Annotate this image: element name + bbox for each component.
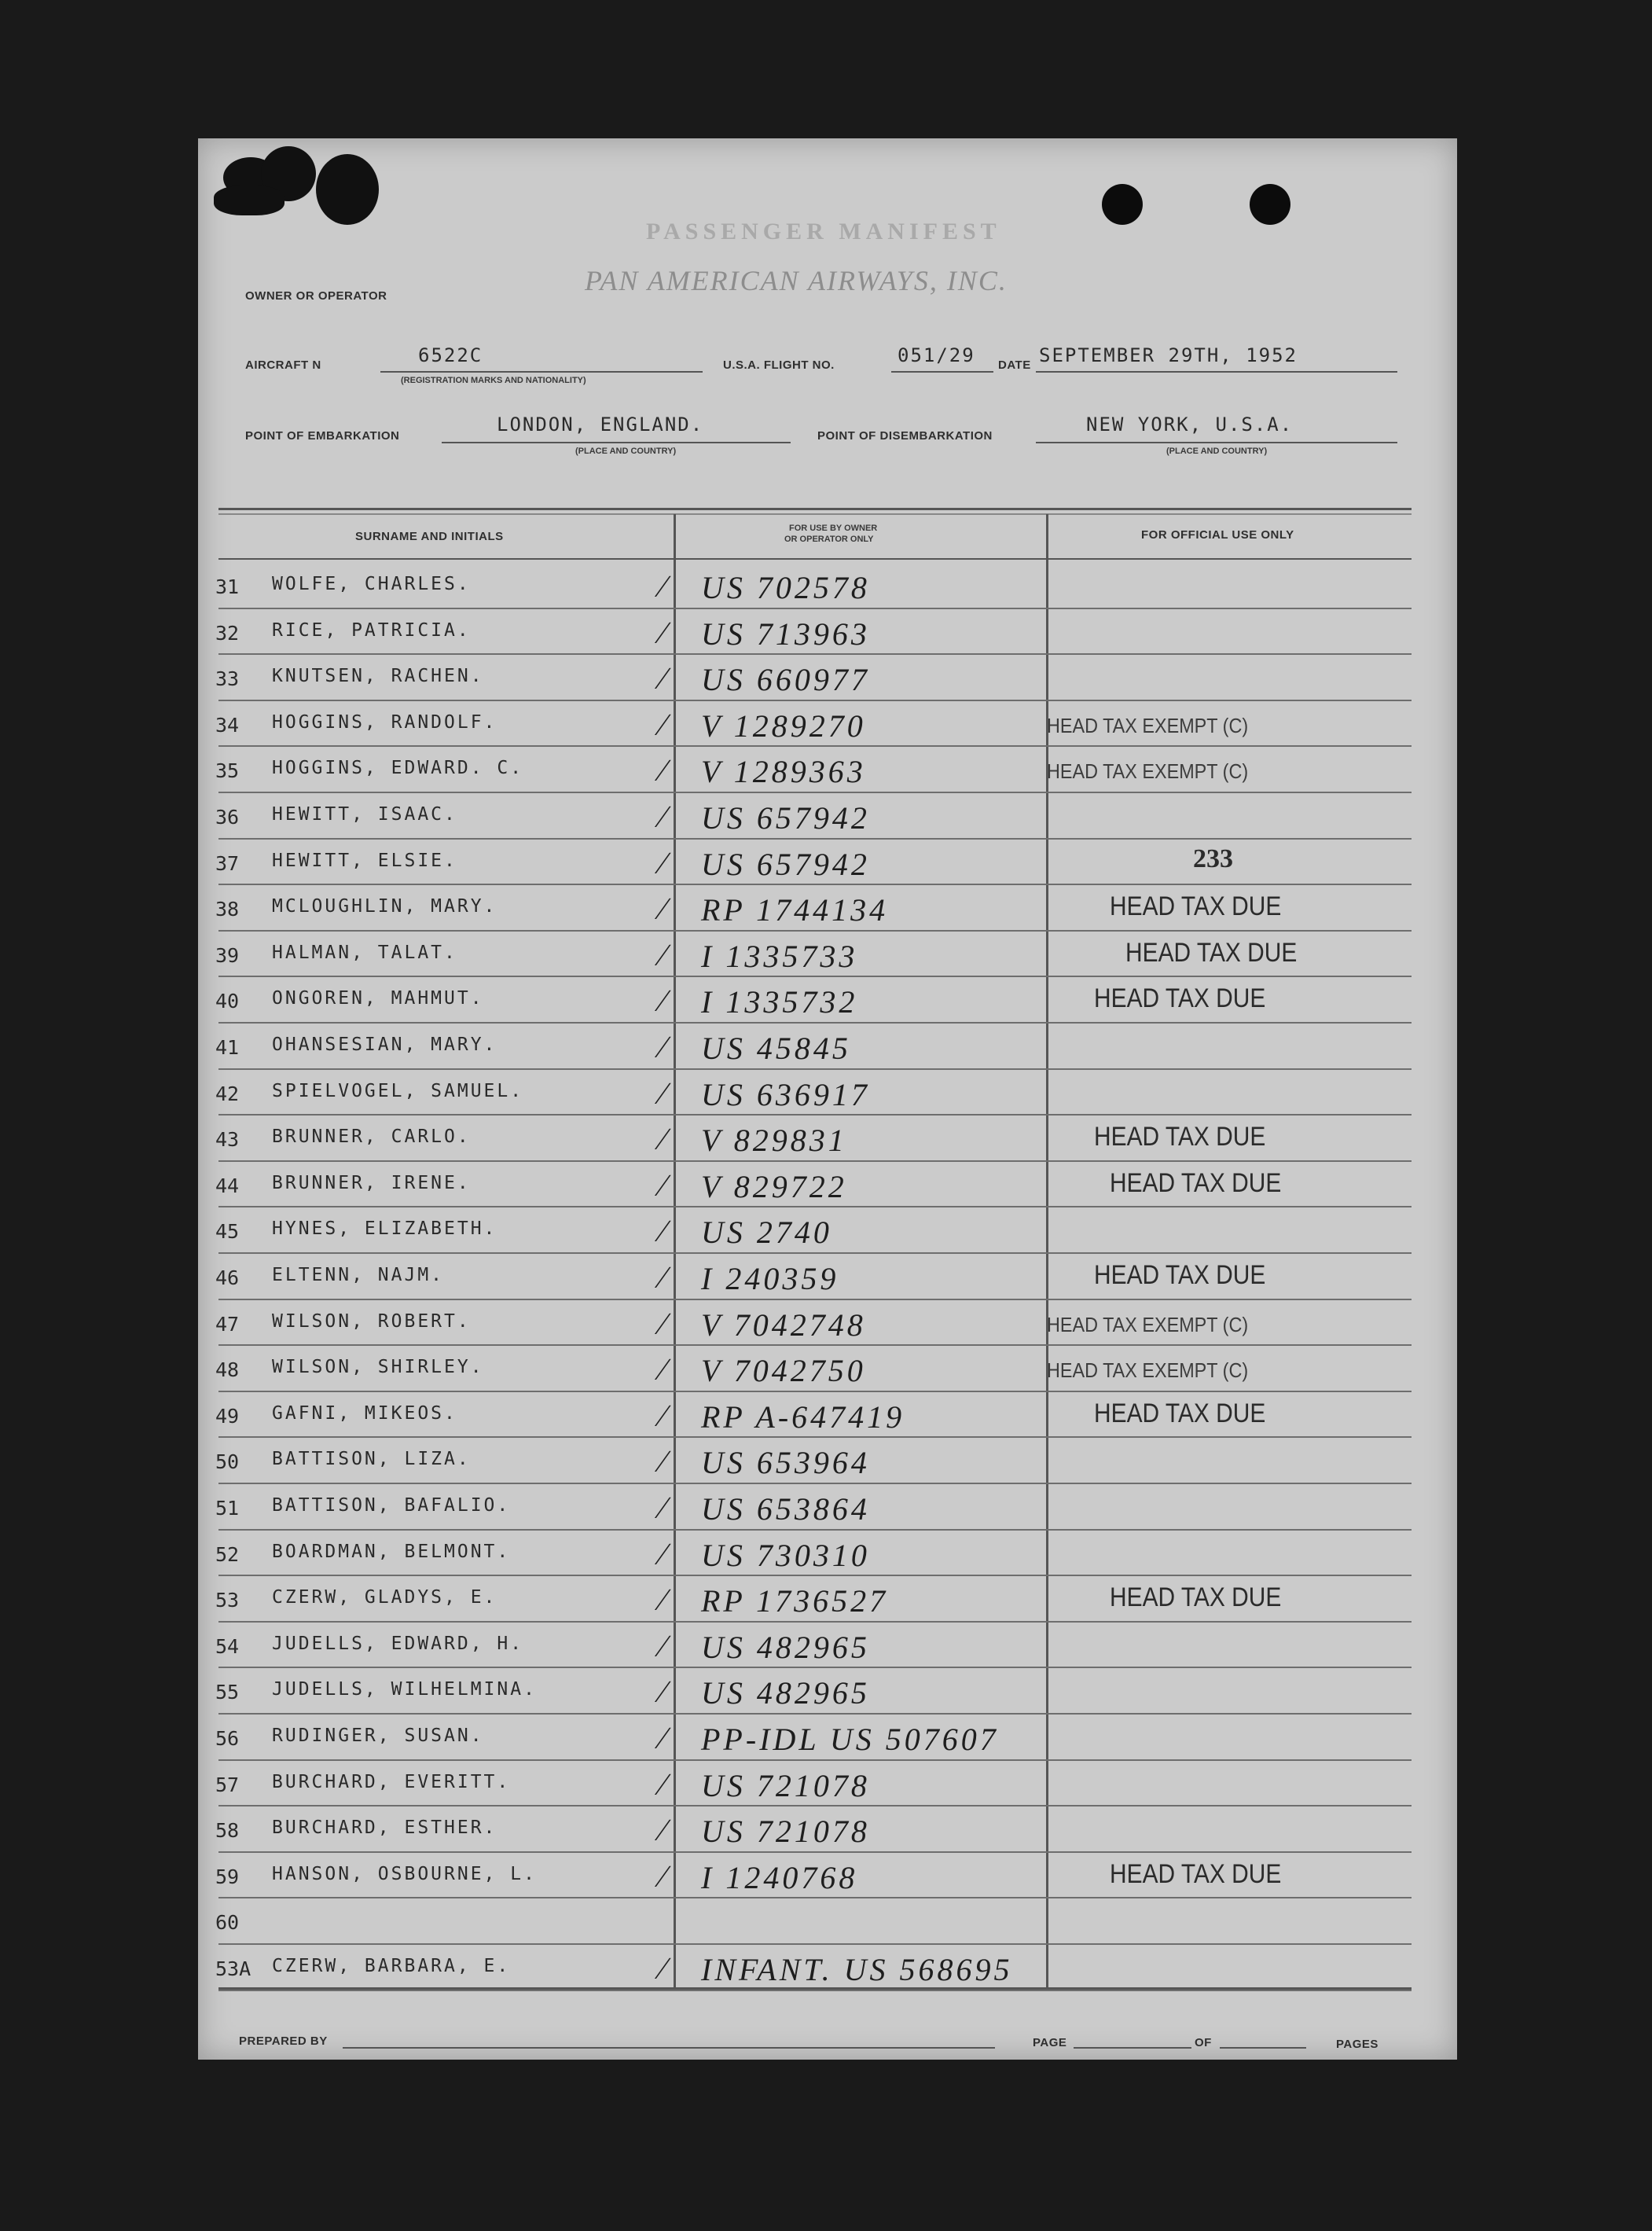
passenger-name: WILSON, SHIRLEY.	[272, 1357, 484, 1378]
checkmark-icon: ∕	[660, 1443, 666, 1479]
passport-number: V 1289363	[701, 754, 866, 790]
passport-number: US 45845	[701, 1031, 851, 1066]
head-tax-due-stamp: HEAD TAX DUE	[1110, 1858, 1282, 1889]
passenger-name: BURCHARD, ESTHER.	[272, 1818, 497, 1839]
table-top-rule	[218, 508, 1412, 510]
passenger-name: KNUTSEN, RACHEN.	[272, 666, 484, 687]
row-number: 58	[215, 1819, 240, 1843]
checkmark-icon: ∕	[660, 1075, 666, 1111]
aircraft-underline	[380, 371, 703, 373]
row-number: 34	[215, 713, 240, 737]
row-rule	[218, 838, 1412, 840]
disembark-value: NEW YORK, U.S.A.	[1086, 413, 1294, 436]
passenger-name: HOGGINS, RANDOLF.	[272, 711, 497, 733]
page-underline	[1074, 2047, 1191, 2049]
owner-label: OWNER OR OPERATOR	[245, 289, 387, 303]
row-number: 35	[215, 759, 240, 783]
passport-number: PP-IDL US 507607	[701, 1722, 999, 1757]
ink-blot	[316, 154, 379, 225]
head-tax-exempt-stamp: HEAD TAX EXEMPT (C)	[1047, 1312, 1249, 1336]
checkmark-icon: ∕	[660, 1950, 666, 1986]
head-tax-due-stamp: HEAD TAX DUE	[1125, 937, 1298, 968]
row-rule	[218, 1022, 1412, 1024]
embark-value: LONDON, ENGLAND.	[497, 413, 704, 436]
passport-number: I 1335733	[701, 938, 858, 974]
stamp-number: 233	[1193, 844, 1233, 873]
checkmark-icon: ∕	[660, 706, 666, 742]
row-number: 31	[215, 575, 240, 598]
passenger-name: BOARDMAN, BELMONT.	[272, 1541, 511, 1562]
punch-hole	[1250, 184, 1290, 225]
prepared-underline	[343, 2047, 995, 2049]
checkmark-icon: ∕	[660, 1259, 666, 1295]
of-label: OF	[1195, 2036, 1212, 2049]
passenger-name: HOGGINS, EDWARD. C.	[272, 758, 524, 779]
prepared-label: PREPARED BY	[239, 2034, 328, 2048]
disembark-underline	[1036, 442, 1397, 443]
row-rule	[218, 653, 1412, 655]
passport-number: US 482965	[701, 1675, 870, 1711]
passport-number: US 660977	[701, 662, 870, 698]
checkmark-icon: ∕	[660, 1766, 666, 1802]
checkmark-icon: ∕	[660, 1490, 666, 1525]
row-rule	[218, 1529, 1412, 1531]
row-number: 39	[215, 943, 240, 967]
passport-number: I 1240768	[701, 1859, 858, 1895]
checkmark-icon: ∕	[660, 799, 666, 834]
passenger-name: HEWITT, ELSIE.	[272, 850, 457, 871]
row-number: 32	[215, 621, 240, 645]
checkmark-icon: ∕	[660, 1627, 666, 1663]
footer-rule	[218, 1987, 1412, 1990]
checkmark-icon: ∕	[660, 1213, 666, 1249]
table-top-rule	[218, 513, 1412, 515]
checkmark-icon: ∕	[660, 891, 666, 927]
passenger-name: CZERW, BARBARA, E.	[272, 1956, 511, 1976]
row-number: 60	[215, 1911, 240, 1935]
row-rule	[218, 608, 1412, 609]
passenger-name: BURCHARD, EVERITT.	[272, 1771, 511, 1792]
form-title: PASSENGER MANIFEST	[646, 219, 1001, 244]
manifest-sheet	[198, 138, 1457, 2060]
head-tax-exempt-stamp: HEAD TAX EXEMPT (C)	[1047, 1358, 1249, 1383]
passenger-name: MCLOUGHLIN, MARY.	[272, 896, 497, 917]
page-label: PAGE	[1033, 2036, 1067, 2049]
passport-number: US 721078	[701, 1767, 870, 1803]
date-underline	[1036, 371, 1397, 373]
row-rule	[218, 1206, 1412, 1207]
row-number: 46	[215, 1266, 240, 1289]
row-rule	[218, 1252, 1412, 1254]
passenger-name: RUDINGER, SUSAN.	[272, 1726, 484, 1746]
col-header-owner-1: FOR USE BY OWNER	[789, 524, 878, 533]
passenger-name: CZERW, GLADYS, E.	[272, 1587, 497, 1608]
row-number: 52	[215, 1542, 240, 1566]
row-rule	[218, 1621, 1412, 1623]
row-number: 53A	[215, 1957, 251, 1980]
company-name: PAN AMERICAN AIRWAYS, INC.	[585, 265, 1008, 296]
passenger-name: BRUNNER, IRENE.	[272, 1172, 471, 1193]
passenger-name: ELTENN, NAJM.	[272, 1265, 445, 1285]
head-tax-due-stamp: HEAD TAX DUE	[1110, 891, 1282, 922]
checkmark-icon: ∕	[660, 660, 666, 696]
checkmark-icon: ∕	[660, 1812, 666, 1848]
checkmark-icon: ∕	[660, 1535, 666, 1571]
passenger-name: HYNES, ELIZABETH.	[272, 1218, 497, 1240]
embark-sublabel: (PLACE AND COUNTRY)	[575, 447, 677, 456]
checkmark-icon: ∕	[660, 1674, 666, 1710]
row-rule	[218, 1436, 1412, 1438]
passenger-name: BATTISON, BAFALIO.	[272, 1495, 511, 1516]
passport-number: RP A-647419	[701, 1399, 905, 1435]
col-header-official: FOR OFFICIAL USE ONLY	[1141, 528, 1294, 542]
flight-underline	[891, 371, 993, 373]
passport-number: US 636917	[701, 1076, 870, 1112]
row-number: 45	[215, 1220, 240, 1244]
checkmark-icon: ∕	[660, 1720, 666, 1755]
passenger-name: JUDELLS, WILHELMINA.	[272, 1679, 537, 1700]
checkmark-icon: ∕	[660, 844, 666, 880]
passport-number: US 721078	[701, 1814, 870, 1850]
row-rule	[218, 1897, 1412, 1898]
passenger-name: BATTISON, LIZA.	[272, 1449, 471, 1470]
disembark-sublabel: (PLACE AND COUNTRY)	[1166, 447, 1268, 456]
date-value: SEPTEMBER 29TH, 1952	[1039, 344, 1298, 366]
passenger-name: JUDELLS, EDWARD, H.	[272, 1633, 524, 1654]
passport-number: US 713963	[701, 616, 870, 652]
passport-number: V 1289270	[701, 708, 866, 744]
punch-hole	[1102, 184, 1143, 225]
passport-number: V 7042750	[701, 1353, 866, 1389]
row-number: 37	[215, 851, 240, 875]
passport-number: US 653864	[701, 1491, 870, 1527]
row-number: 53	[215, 1589, 240, 1612]
column-divider	[674, 514, 676, 1987]
checkmark-icon: ∕	[660, 1029, 666, 1064]
aircraft-value: 6522C	[418, 344, 483, 366]
row-rule	[218, 1299, 1412, 1300]
passport-number: US 657942	[701, 800, 870, 836]
flight-label: U.S.A. FLIGHT NO.	[723, 358, 835, 372]
row-rule	[218, 1713, 1412, 1715]
checkmark-icon: ∕	[660, 1305, 666, 1341]
row-number: 47	[215, 1312, 240, 1336]
passenger-name: HEWITT, ISAAC.	[272, 804, 457, 825]
flight-value: 051/29	[898, 344, 975, 366]
head-tax-due-stamp: HEAD TAX DUE	[1110, 1582, 1282, 1613]
checkmark-icon: ∕	[660, 1397, 666, 1433]
aircraft-sublabel: (REGISTRATION MARKS AND NATIONALITY)	[401, 376, 586, 385]
row-rule	[218, 792, 1412, 793]
row-number: 33	[215, 667, 240, 691]
row-number: 38	[215, 898, 240, 921]
row-rule	[218, 1160, 1412, 1162]
passenger-name: ONGOREN, MAHMUT.	[272, 988, 484, 1009]
head-tax-due-stamp: HEAD TAX DUE	[1094, 1260, 1266, 1290]
passport-number: V 7042748	[701, 1307, 866, 1343]
passenger-name: GAFNI, MIKEOS.	[272, 1402, 457, 1424]
pages-label: PAGES	[1336, 2038, 1379, 2051]
passport-number: US 653964	[701, 1445, 870, 1481]
passport-number: I 1335732	[701, 984, 858, 1020]
row-rule	[218, 884, 1412, 885]
row-rule	[218, 700, 1412, 701]
row-rule	[218, 1483, 1412, 1484]
checkmark-icon: ∕	[660, 1167, 666, 1203]
checkmark-icon: ∕	[660, 983, 666, 1019]
checkmark-icon: ∕	[660, 1351, 666, 1387]
row-number: 40	[215, 990, 240, 1013]
row-rule	[218, 1344, 1412, 1346]
row-number: 36	[215, 806, 240, 829]
row-number: 49	[215, 1404, 240, 1428]
row-rule	[218, 745, 1412, 747]
passenger-name: WILSON, ROBERT.	[272, 1310, 471, 1332]
row-number: 44	[215, 1174, 240, 1197]
head-tax-exempt-stamp: HEAD TAX EXEMPT (C)	[1047, 759, 1249, 784]
row-rule	[218, 1759, 1412, 1761]
checkmark-icon: ∕	[660, 752, 666, 788]
checkmark-icon: ∕	[660, 1121, 666, 1157]
passenger-name: WOLFE, CHARLES.	[272, 574, 471, 594]
of-underline	[1220, 2047, 1306, 2049]
row-rule	[218, 1667, 1412, 1668]
row-rule	[218, 930, 1412, 932]
passenger-name: HALMAN, TALAT.	[272, 942, 457, 963]
row-number: 55	[215, 1681, 240, 1704]
passport-number: US 657942	[701, 846, 870, 882]
row-rule	[218, 1805, 1412, 1806]
row-rule	[218, 1575, 1412, 1576]
passenger-name: HANSON, OSBOURNE, L.	[272, 1863, 537, 1884]
head-tax-due-stamp: HEAD TAX DUE	[1094, 1398, 1266, 1428]
row-number: 54	[215, 1634, 240, 1658]
row-rule	[218, 1851, 1412, 1853]
passport-number: V 829722	[701, 1168, 847, 1204]
row-number: 43	[215, 1128, 240, 1152]
passport-number: US 482965	[701, 1629, 870, 1665]
row-number: 56	[215, 1727, 240, 1750]
row-number: 41	[215, 1036, 240, 1059]
head-tax-due-stamp: HEAD TAX DUE	[1094, 983, 1266, 1014]
checkmark-icon: ∕	[660, 936, 666, 972]
disembark-label: POINT OF DISEMBARKATION	[817, 429, 993, 443]
row-number: 57	[215, 1773, 240, 1796]
passport-number: I 240359	[701, 1261, 839, 1296]
head-tax-due-stamp: HEAD TAX DUE	[1110, 1167, 1282, 1198]
col-header-owner-2: OR OPERATOR ONLY	[784, 535, 874, 544]
passport-number: V 829831	[701, 1123, 847, 1159]
row-number: 42	[215, 1082, 240, 1105]
row-rule	[218, 1114, 1412, 1116]
passport-number: INFANT. US 568695	[701, 1952, 1013, 1987]
date-label: DATE	[998, 358, 1031, 372]
passenger-name: SPIELVOGEL, SAMUEL.	[272, 1080, 524, 1101]
row-number: 59	[215, 1865, 240, 1888]
passenger-name: OHANSESIAN, MARY.	[272, 1035, 497, 1055]
row-rule	[218, 1391, 1412, 1392]
passport-number: US 2740	[701, 1215, 832, 1251]
head-tax-exempt-stamp: HEAD TAX EXEMPT (C)	[1047, 713, 1249, 737]
header-rule	[218, 558, 1412, 560]
row-rule	[218, 1943, 1412, 1945]
row-number: 51	[215, 1497, 240, 1520]
passenger-name: RICE, PATRICIA.	[272, 619, 471, 641]
checkmark-icon: ∕	[660, 568, 666, 604]
head-tax-due-stamp: HEAD TAX DUE	[1094, 1122, 1266, 1152]
embark-underline	[442, 442, 791, 443]
aircraft-label: AIRCRAFT N	[245, 358, 321, 372]
row-number: 48	[215, 1358, 240, 1382]
checkmark-icon: ∕	[660, 614, 666, 650]
passenger-name: BRUNNER, CARLO.	[272, 1127, 471, 1148]
passport-number: RP 1736527	[701, 1583, 889, 1619]
col-header-surname: SURNAME AND INITIALS	[355, 530, 504, 543]
row-rule	[218, 976, 1412, 977]
embark-label: POINT OF EMBARKATION	[245, 429, 400, 443]
checkmark-icon: ∕	[660, 1582, 666, 1618]
row-number: 50	[215, 1450, 240, 1474]
passport-number: US 730310	[701, 1537, 870, 1573]
ink-blot	[214, 186, 285, 215]
passport-number: RP 1744134	[701, 892, 889, 928]
checkmark-icon: ∕	[660, 1858, 666, 1894]
row-rule	[218, 1068, 1412, 1070]
passport-number: US 702578	[701, 570, 870, 605]
